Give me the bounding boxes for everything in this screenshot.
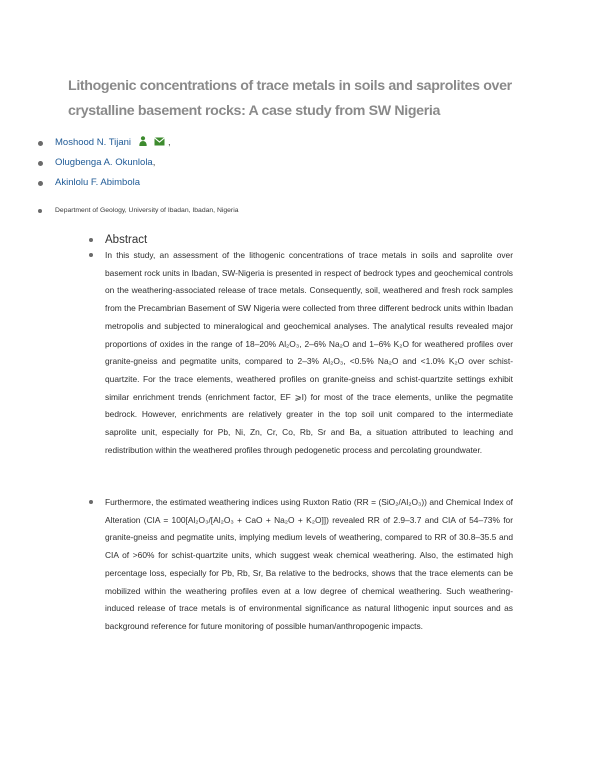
author-list	[38, 133, 171, 193]
bullet-icon	[89, 500, 93, 504]
author-separator: ,	[152, 157, 156, 168]
envelope-icon[interactable]	[154, 134, 165, 154]
author-separator: ,	[167, 137, 171, 148]
affiliation-text: Department of Geology, University of Ibadan, Ibadan, Nigeria	[55, 207, 239, 214]
abstract-paragraph	[89, 247, 513, 459]
abstract-paragraph-text: Furthermore, the estimated weathering indices using Ruxton Ratio (RR = (SiO₂/Al₂O₃)) and Chemical Index of Alteration (CIA = 100[Al₂O₃/[Al₂O₃ + CaO + Na₂O + K₂O]]) revealed RR of 2.9–3.7 and CIA of 54–73% for granite-gneiss and pegmatite units, implying medium levels of weathering, compared to RR of 30.8–35.5 and CIA of >60% for schist-quartzite units, which suggest weak chemical weathering. Also, the estimated high percentage loss, especially for Pb, Rb, Sr, Ba relative to the bedrocks, shows that the trace elements can be mobilized within the weathering profiles even at a low degree of chemical weathering. Such weathering-induced release of trace metals is of environmental significance as natural lithogenic input sources and as background reference for future monitoring of possible human/anthropogenic impacts.	[105, 497, 513, 631]
abstract-heading-text: Abstract	[105, 234, 148, 246]
affiliation	[38, 205, 239, 217]
bullet-icon	[38, 141, 43, 146]
author-link[interactable]: Akinlolu F. Abimbola	[55, 177, 141, 188]
bullet-icon	[38, 209, 42, 213]
author-link[interactable]: Moshood N. Tijani	[55, 137, 132, 148]
bullet-icon	[89, 238, 93, 242]
bullet-icon	[89, 253, 93, 257]
author-item	[38, 173, 171, 193]
author-link[interactable]: Olugbenga A. Okunlola	[55, 157, 153, 168]
author-item	[38, 153, 171, 173]
abstract-paragraph-text: In this study, an assessment of the lithogenic concentrations of trace metals in soils and saprolite over basement rock units in Ibadan, SW-Nigeria is presented in respect of bedrock types and geochemical controls on the weathering-associated release of trace metals. Consequently, soil, weathered and fresh rock samples from the Precambrian Basement of SW Nigeria were collected from three different bedrock units within Ibadan metropolis and subjected to mineralogical and geochemical analyses. The analytical results revealed major proportions of oxides in the range of 18–20% Al₂O₃, 2–6% Na₂O and 1–6% K₂O for weathered profiles over granite-gneiss and pegmatite units, compared to 2–3% Al₂O₃, <0.5% Na₂O and <1.0% K₂O over schist-quartzite. For the trace elements, weathered profiles on granite-gneiss and schist-quartzite settings exhibit similar enrichment trends (enrichment factor, EF ⩾I) for most of the trace elements, unlike the pegmatite bedrock. However, enrichments are relatively greater in the top soil unit compared to the intermediate saprolite unit, especially for Pb, Ni, Zn, Cr, Co, Rb, Sr and Ba, a situation attributed to leaching and redistribution within the weathered profiles through pedogenetic process and percolating groundwater.	[105, 250, 513, 455]
bullet-icon	[38, 161, 43, 166]
bullet-icon	[38, 181, 43, 186]
author-item	[38, 133, 171, 153]
abstract-paragraph	[89, 494, 513, 636]
person-icon[interactable]	[139, 134, 147, 154]
paper-title: Lithogenic concentrations of trace metals in soils and saprolites over crystalline basement rocks: A case study from SW Nigeria	[68, 78, 512, 119]
